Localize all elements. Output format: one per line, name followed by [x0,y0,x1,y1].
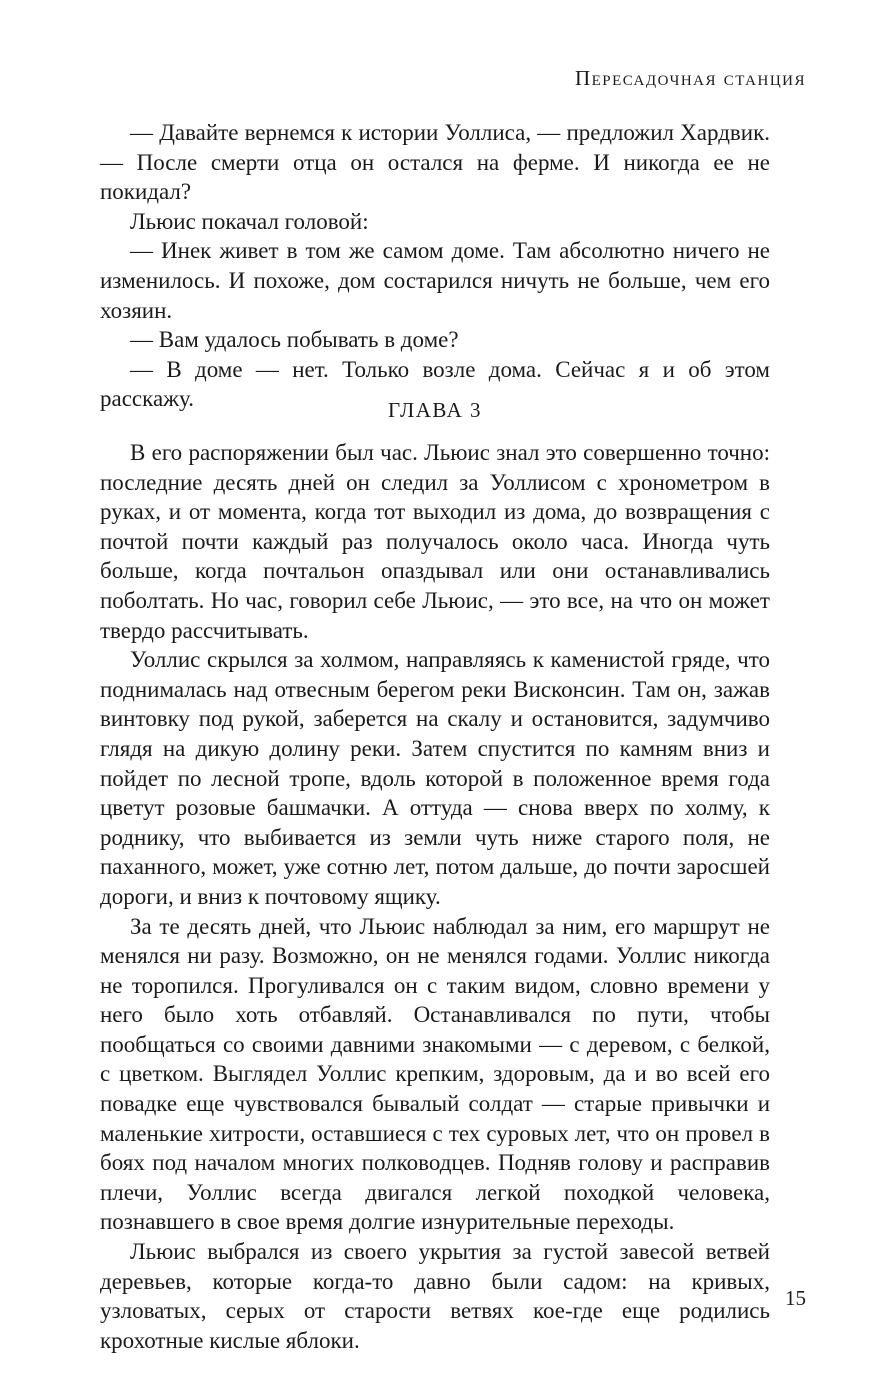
page-number: 15 [785,1286,806,1310]
paragraph: — В доме — нет. Только возле дома. Сейчас я и об этом расскажу. [100,356,770,412]
paragraph: В его распоряжении был час. Льюис знал это совершенно точно: последние десять дней он следил за Уоллисом с хронометром в руках, и от момента, когда тот выходил из дома, до возвращения с почтой почти каждый раз получалось около часа. Иногда чуть больше, когда почтальон опаздывал или они останавливались поболтать. Но час, говорил себе Льюис, — это все, на что он может твердо рассчитывать. [100,440,770,643]
paragraph: Льюис покачал головой: [130,208,369,234]
paragraph: Уоллис скрылся за холмом, направляясь к каменистой гряде, что поднималась над отвесным берегом реки Висконсин. Там он, зажав винтовку под рукой, заберется на скалу и остановится, задумчиво глядя на дикую долину реки. Затем спустится по камням вниз и пойдет по лесной тропе, вдоль которой в положенное время года цветут розовые башмачки. А оттуда — снова вверх по холму, к роднику, что выбивается из земли чуть ниже старого поля, не паханного, может, уже сотню лет, потом дальше, до почти заросшей дороги, и вниз к почтовому ящику. [100,647,770,909]
paragraph: Льюис выбрался из своего укрытия за густой завесой ветвей деревьев, которые когда-то давно были садом: на кривых, узловатых, серых от старости ветвях кое-где еще родились крохотные кислые яблоки. [100,1239,770,1353]
paragraph: — Давайте вернемся к истории Уоллиса, — предложил Хардвик. — После смерти отца он остался на ферме. И никогда ее не покидал? [100,120,770,205]
chapter-body [100,438,770,1355]
paragraph: — Вам удалось побывать в доме? [130,327,459,353]
paragraph: — Инек живет в том же самом доме. Там абсолютно ничего не изменилось. И похоже, дом состарился ничуть не больше, чем его хозяин. [100,238,770,323]
chapter-heading: ГЛАВА 3 [387,398,483,422]
running-header: Пересадочная станция [574,66,806,90]
paragraph: За те десять дней, что Льюис наблюдал за ним, его маршрут не менялся ни разу. Возможно, он не менялся годами. Уоллис никогда не торопился. Прогуливался он с таким видом, словно времени у него было хоть отбавляй. Останавливался по пути, чтобы пообщаться со своими давними знакомыми — с деревом, с белкой, с цветком. Выглядел Уоллис крепким, здоровым, да и во всей его повадке еще чувствовался бывалый солдат — старые привычки и маленькие хитрости, оставшиеся с тех суровых лет, что он провел в боях под началом многих полководцев. Подняв голову и расправив плечи, Уоллис всегда двигался легкой походкой человека, познавшего в свое время долгие изнурительные переходы. [100,913,770,1235]
dialogue-section [100,118,770,414]
